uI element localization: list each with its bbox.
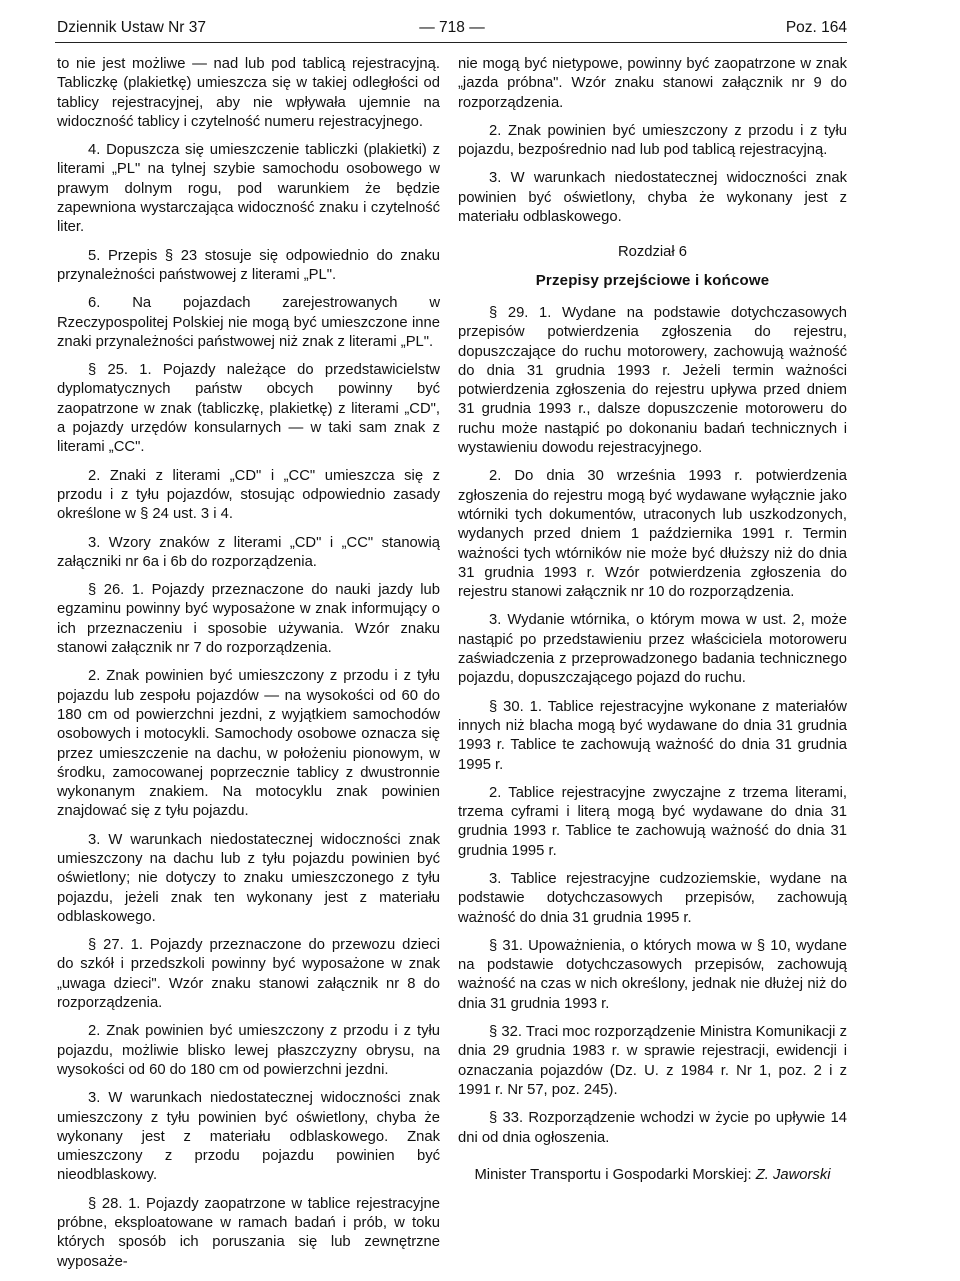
- page-number: — 718 —: [419, 19, 485, 36]
- signature-line: [458, 1166, 847, 1185]
- paragraph: to nie jest możliwe — nad lub pod tablicą rejestracyjną. Tabliczkę (plakietkę) umieszcza się w takiej odległości od tablicy rejestracyjnej, aby nie wpływała ujemnie na widoczność tablicy i czytelność numeru rejestracyjnego.: [57, 56, 440, 130]
- paragraph: § 27. 1. Pojazdy przeznaczone do przewozu dzieci do szkół i przedszkoli powinny być wyposażone w znak „uwaga dzieci". Wzór znaku stanowi załącznik nr 8 do rozporządzenia.: [57, 937, 440, 1012]
- journal-title: Dziennik Ustaw Nr 37: [57, 19, 207, 36]
- right-column: [458, 55, 847, 1194]
- position-number: Poz. 164: [785, 19, 847, 36]
- paragraph: § 28. 1. Pojazdy zaopatrzone w tablice rejestracyjne próbne, eksploatowane w ramach badań i prób, w toku których sposób ich poruszania się lub zewnętrzne wyposaże-: [57, 1195, 440, 1270]
- paragraph: 3. Wzory znaków z literami „CD" i „CC" stanowią załączniki nr 6a i 6b do rozporządzenia.: [57, 534, 440, 570]
- paragraph: 5. Przepis § 23 stosuje się odpowiednio do znaku przynależności państwowej z literami „PL".: [57, 247, 440, 283]
- signature-role: Minister Transportu i Gospodarki Morskiej:: [474, 1166, 756, 1183]
- paragraph: 6. Na pojazdach zarejestrowanych w Rzeczypospolitej Polskiej nie mogą być umieszczone inne znaki przynależności państwowej niż znak z literami „PL".: [57, 295, 440, 350]
- paragraph: § 32. Traci moc rozporządzenie Ministra Komunikacji z dnia 29 grudnia 1983 r. w sprawie rejestracji, ewidencji i oznaczania pojazdów (Dz. U. z 1984 r. Nr 1, poz. 2 i z 1991 r. Nr 57, poz. 245).: [458, 1024, 847, 1098]
- paragraph: 3. W warunkach niedostatecznej widoczności znak powinien być oświetlony, chyba że wykonany jest z materiału odblaskowego.: [458, 170, 847, 226]
- paragraph: 2. Do dnia 30 września 1993 r. potwierdzenia zgłoszenia do rejestru mogą być wydawane wyłącznie jako wtórniki tych dokumentów, utraconych lub uszkodzonych, wydanych przed dniem 1 października 1991 r. Termin ważności tych wtórników nie może być dłuższy niż do dnia 31 grudnia 1993 r. Wzór potwierdzenia zgłoszenia do rejestru stanowi załącznik nr 10 do rozporządzenia.: [458, 468, 847, 601]
- chapter-heading: Rozdział 6: [617, 244, 688, 261]
- page-header: [57, 18, 847, 40]
- paragraph: 2. Znaki z literami „CD" i „CC" umieszcza się z przodu i z tyłu pojazdów, stosując odpowiednio zasady określone w § 24 ust. 3 i 4.: [57, 467, 440, 523]
- paragraph: 2. Znak powinien być umieszczony z przodu i z tyłu pojazdu, możliwie blisko lewej płaszczyzny obrysu, na wysokości od 60 do 180 cm od powierzchni jezdni.: [57, 1023, 440, 1078]
- paragraph: § 25. 1. Pojazdy należące do przedstawicielstw dyplomatycznych państw obcych powinny być zaopatrzone w znak (tabliczkę, plakietkę) z literami „CD", a pojazdy urzędów konsularnych — w taki sam znak z literami „CC".: [57, 362, 440, 456]
- chapter-title: Przepisy przejściowe i końcowe: [535, 271, 770, 289]
- paragraph: § 33. Rozporządzenie wchodzi w życie po upływie 14 dni od dnia ogłoszenia.: [458, 1110, 847, 1146]
- paragraph: § 26. 1. Pojazdy przeznaczone do nauki jazdy lub egzaminu powinny być wyposażone w znak informujący o ich przeznaczeniu i sposobie używania. Wzór znaku stanowi załącznik nr 7 do rozporządzenia.: [57, 582, 440, 657]
- signature-name: Z. Jaworski: [755, 1166, 831, 1183]
- paragraph: nie mogą być nietypowe, powinny być zaopatrzone w znak „jazda próbna". Wzór znaku stanowi załącznik nr 9 do rozporządzenia.: [458, 56, 847, 111]
- paragraph: 4. Dopuszcza się umieszczenie tabliczki (plakietki) z literami „PL" na tylnej szybie samochodu osobowego w prawym dolnym rogu, pod warunkiem że będzie zapewniona wystarczająca widoczność znaku i czytelność liter.: [57, 142, 440, 236]
- paragraph: § 29. 1. Wydane na podstawie dotychczasowych przepisów potwierdzenia zgłoszenia do rejestru, dopuszczające do ruchu motorowery, zachowują ważność do dnia 31 grudnia 1993 r. Jeżeli termin ważności potwierdzenia zgłoszenia do rejestru upływa przed dniem 31 grudnia 1993 r., dalsze dopuszczenie motoroweru do ruchu może nastąpić po dokonaniu badań technicznych i wystawieniu dowodu rejestracyjnego.: [458, 304, 847, 457]
- paragraph: 3. Tablice rejestracyjne cudzoziemskie, wydane na podstawie dotychczasowych przepisów, zachowują ważność do dnia 31 grudnia 1995 r.: [458, 870, 847, 926]
- paragraph: 2. Znak powinien być umieszczony z przodu i z tyłu pojazdu, bezpośrednio nad lub pod tablicą rejestracyjną.: [458, 122, 847, 159]
- paragraph: 2. Tablice rejestracyjne zwyczajne z trzema literami, trzema cyframi i literą mogą być wydawane do dnia 31 grudnia 1993 r. Tablice te zachowują ważność do dnia 31 grudnia 1995 r.: [458, 784, 847, 859]
- left-column: [57, 55, 440, 1281]
- paragraph: 3. W warunkach niedostatecznej widoczności znak umieszczony z tyłu powinien być oświetlony, chyba że wykonany jest z materiału odblaskowego. Znak umieszczony z przodu pojazdu powinien być nieodblaskowy.: [57, 1090, 440, 1184]
- header-rule: [55, 42, 847, 43]
- paragraph: § 30. 1. Tablice rejestracyjne wykonane z materiałów innych niż blacha mogą być wydawane do dnia 31 grudnia 1993 r. Tablice te zachowują ważność do dnia 31 grudnia 1995 r.: [458, 698, 847, 773]
- paragraph: § 31. Upoważnienia, o których mowa w § 10, wydane na podstawie dotychczasowych przepisów, zachowują ważność na czas w nich określony, jednak nie dłużej niż do dnia 31 grudnia 1993 r.: [458, 937, 847, 1012]
- paragraph: 3. W warunkach niedostatecznej widoczności znak umieszczony na dachu lub z tyłu pojazdu powinien być oświetlony; nie dotyczy to znaku umieszczonego z tyłu pojazdu, jeżeli znak ten wykonany jest z materiału odblaskowego.: [57, 831, 440, 925]
- paragraph: 2. Znak powinien być umieszczony z przodu i z tyłu pojazdu lub zespołu pojazdów — na wysokości od 60 do 180 cm od powierzchni jezdni, z wyjątkiem samochodów osobowych i motocykli. Samochody osobowe oznacza się przez umieszczenie na dachu, w położeniu pionowym, w środku, zamocowanej poprzecznie tablicy z dwustronnie wykonanym znakiem. Na motocyklu znak powinien znajdować się z tyłu pojazdu.: [57, 668, 440, 820]
- paragraph: 3. Wydanie wtórnika, o którym mowa w ust. 2, może nastąpić po przedstawieniu przez właściciela motoroweru zaświadczenia z przeprowadzonego badania technicznego pojazdu, dopuszczającego pojazd do ruchu.: [458, 612, 847, 687]
